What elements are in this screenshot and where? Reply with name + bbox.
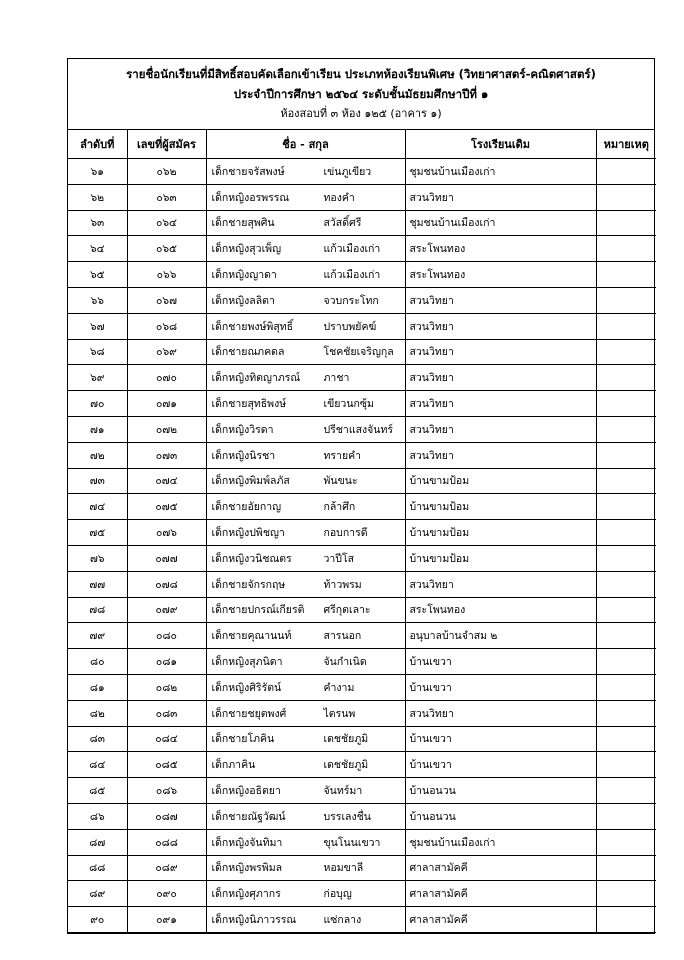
last-name: ทองคำ	[323, 191, 355, 204]
name-cell	[206, 339, 405, 365]
table-header-row	[68, 130, 656, 159]
school-cell: สวนวิทยา	[405, 313, 596, 339]
note-cell	[596, 520, 656, 546]
note-cell	[596, 726, 656, 752]
note-cell	[596, 829, 656, 855]
school-cell: สวนวิทยา	[405, 442, 596, 468]
name-cell	[206, 184, 405, 210]
last-name: เขียวนกซุ้ม	[323, 398, 374, 411]
school-cell: ศาลาสามัคคี	[405, 881, 596, 907]
order-cell: ๖๕	[68, 262, 127, 288]
school-cell: สวนวิทยา	[405, 287, 596, 313]
applicant-no-cell: ๐๖๓	[127, 184, 206, 210]
school-cell: สวนวิทยา	[405, 416, 596, 442]
note-cell	[596, 210, 656, 236]
order-cell: ๖๑	[68, 159, 127, 185]
note-cell	[596, 236, 656, 262]
order-cell: ๗๑	[68, 416, 127, 442]
school-cell: สระโพนทอง	[405, 597, 596, 623]
note-cell	[596, 262, 656, 288]
last-name: แก้วเมืองเก่า	[323, 243, 381, 256]
exam-room-info: ห้องสอบที่ ๓ ห้อง ๑๒๕ (อาคาร ๑)	[280, 107, 442, 120]
last-name: จันกำเนิด	[323, 656, 367, 669]
last-name: ท้าวพรม	[323, 578, 362, 591]
last-name: ปรีชาแสงจันทร์	[323, 423, 394, 436]
first-name: เด็กชายคุณานนท์	[211, 630, 292, 643]
school-cell: สวนวิทยา	[405, 571, 596, 597]
note-cell	[596, 545, 656, 571]
first-name: เด็กหญิงปพิชญา	[211, 527, 285, 540]
first-name: เด็กหญิงจันทิมา	[211, 836, 283, 849]
last-name: วาปีโส	[323, 552, 355, 565]
order-cell: ๘๔	[68, 752, 127, 778]
name-cell	[206, 287, 405, 313]
school-cell: อนุบาลบ้านจำสม ๒	[405, 623, 596, 649]
last-name: คำงาม	[323, 681, 355, 694]
order-cell: ๖๙	[68, 365, 127, 391]
name-cell	[206, 468, 405, 494]
first-name: เด็กหญิงทิตญาภรณ์	[211, 372, 301, 385]
order-cell: ๗๗	[68, 571, 127, 597]
note-cell	[596, 184, 656, 210]
name-cell	[206, 159, 405, 185]
table-row	[68, 571, 656, 597]
applicant-no-cell: ๐๘๔	[127, 726, 206, 752]
first-name: เด็กหญิงอรพรรณ	[211, 191, 290, 204]
first-name: เด็กหญิงวนิชณตร	[211, 552, 292, 565]
first-name: เด็กหญิงอธิตยา	[211, 785, 281, 798]
table-row	[68, 236, 656, 262]
name-cell	[206, 545, 405, 571]
last-name: โชคชัยเจริญกุล	[323, 346, 394, 359]
applicant-no-cell: ๐๖๗	[127, 287, 206, 313]
order-cell: ๙๐	[68, 907, 127, 933]
applicant-no-cell: ๐๙๐	[127, 881, 206, 907]
table-row	[68, 700, 656, 726]
order-cell: ๖๗	[68, 313, 127, 339]
order-cell: ๗๓	[68, 468, 127, 494]
table-row	[68, 597, 656, 623]
last-name: ทรายคำ	[323, 449, 362, 462]
note-cell	[596, 803, 656, 829]
table-row	[68, 287, 656, 313]
table-row	[68, 726, 656, 752]
table-row	[68, 623, 656, 649]
name-cell	[206, 391, 405, 417]
first-name: เด็กหญิงพิมพ์ลภัส	[211, 475, 290, 488]
note-cell	[596, 907, 656, 933]
name-cell	[206, 649, 405, 675]
name-cell	[206, 829, 405, 855]
applicant-no-cell: ๐๗๘	[127, 571, 206, 597]
note-cell	[596, 339, 656, 365]
school-cell: สระโพนทอง	[405, 236, 596, 262]
school-cell: ศาลาสามัคคี	[405, 907, 596, 933]
school-cell: บ้านเขวา	[405, 674, 596, 700]
note-cell	[596, 416, 656, 442]
last-name: กล้าศึก	[323, 501, 356, 514]
name-cell	[206, 442, 405, 468]
name-cell	[206, 262, 405, 288]
first-name: เด็กชายชยุตพงศ์	[211, 707, 287, 720]
name-cell	[206, 313, 405, 339]
order-cell: ๘๓	[68, 726, 127, 752]
note-cell	[596, 597, 656, 623]
order-cell: ๘๒	[68, 700, 127, 726]
applicant-no-cell: ๐๗๕	[127, 494, 206, 520]
name-cell	[206, 494, 405, 520]
document-subtitle: ประจำปีการศึกษา ๒๕๖๔ ระดับชั้นมัธยมศึกษาปีที่ ๑	[233, 87, 489, 101]
applicant-no-cell: ๐๘๗	[127, 803, 206, 829]
column-header-note: หมายเหตุ	[596, 130, 656, 159]
applicant-no-cell: ๐๖๒	[127, 159, 206, 185]
last-name: เดชชัยภูมิ	[323, 733, 369, 746]
last-name: สวัสดิ์ศรี	[323, 217, 362, 230]
note-cell	[596, 778, 656, 804]
order-cell: ๘๗	[68, 829, 127, 855]
school-cell: บ้านขามป้อม	[405, 520, 596, 546]
document-header	[68, 59, 654, 130]
applicant-no-cell: ๐๘๕	[127, 752, 206, 778]
applicant-no-cell: ๐๖๔	[127, 210, 206, 236]
order-cell: ๘๐	[68, 649, 127, 675]
table-row	[68, 674, 656, 700]
school-cell: บ้านเขวา	[405, 649, 596, 675]
first-name: เด็กหญิงนิรชา	[211, 449, 276, 462]
order-cell: ๗๘	[68, 597, 127, 623]
name-cell	[206, 520, 405, 546]
order-cell: ๖๖	[68, 287, 127, 313]
first-name: เด็กชายโภคิน	[211, 733, 275, 746]
table-row	[68, 159, 656, 185]
school-cell: ชุมชนบ้านเมืองเก่า	[405, 829, 596, 855]
last-name: กอบการดี	[323, 527, 368, 540]
first-name: เด็กหญิงวิรดา	[211, 423, 274, 436]
table-row	[68, 391, 656, 417]
applicant-no-cell: ๐๖๖	[127, 262, 206, 288]
table-row	[68, 907, 656, 933]
name-cell	[206, 855, 405, 881]
table-row	[68, 494, 656, 520]
applicant-no-cell: ๐๘๒	[127, 674, 206, 700]
document-sheet	[67, 58, 655, 934]
table-row	[68, 442, 656, 468]
table-row	[68, 262, 656, 288]
applicant-no-cell: ๐๖๕	[127, 236, 206, 262]
order-cell: ๗๖	[68, 545, 127, 571]
name-cell	[206, 365, 405, 391]
school-cell: สวนวิทยา	[405, 391, 596, 417]
note-cell	[596, 649, 656, 675]
last-name: เดชชัยภูมิ	[323, 759, 369, 772]
school-cell: สวนวิทยา	[405, 184, 596, 210]
school-cell: บ้านเขวา	[405, 726, 596, 752]
first-name: เด็กชายณภคดล	[211, 346, 285, 359]
column-header-order: ลำดับที่	[68, 130, 127, 159]
applicant-no-cell: ๐๗๔	[127, 468, 206, 494]
last-name: แก้วเมืองเก่า	[323, 269, 381, 282]
first-name: เด็กหญิงศิริรัตน์	[211, 681, 282, 694]
note-cell	[596, 855, 656, 881]
name-cell	[206, 778, 405, 804]
note-cell	[596, 365, 656, 391]
name-cell	[206, 571, 405, 597]
first-name: เด็กหญิงศุภากร	[211, 888, 281, 901]
note-cell	[596, 700, 656, 726]
last-name: ภาชา	[323, 372, 350, 385]
name-cell	[206, 236, 405, 262]
order-cell: ๘๖	[68, 803, 127, 829]
last-name: พันขนะ	[323, 475, 358, 488]
name-cell	[206, 416, 405, 442]
table-row	[68, 184, 656, 210]
first-name: เด็กหญิงลลิตา	[211, 294, 275, 307]
column-header-name: ชื่อ - สกุล	[206, 130, 405, 159]
name-cell	[206, 623, 405, 649]
applicant-no-cell: ๐๘๘	[127, 829, 206, 855]
note-cell	[596, 287, 656, 313]
order-cell: ๘๕	[68, 778, 127, 804]
note-cell	[596, 159, 656, 185]
first-name: เด็กชายสุทธิพงษ์	[211, 398, 287, 411]
school-cell: สวนวิทยา	[405, 365, 596, 391]
first-name: เด็กหญิงญาดา	[211, 269, 277, 282]
first-name: เด็กชายณัฐวัฒน์	[211, 810, 286, 823]
table-row	[68, 778, 656, 804]
table-row	[68, 545, 656, 571]
applicant-no-cell: ๐๗๗	[127, 545, 206, 571]
applicant-no-cell: ๐๗๐	[127, 365, 206, 391]
order-cell: ๗๐	[68, 391, 127, 417]
first-name: เด็กหญิงสุภนิดา	[211, 656, 283, 669]
applicant-no-cell: ๐๗๙	[127, 597, 206, 623]
first-name: เด็กชายพงษ์พิสุทธิ์	[211, 320, 294, 333]
order-cell: ๖๔	[68, 236, 127, 262]
order-cell: ๗๙	[68, 623, 127, 649]
table-row	[68, 803, 656, 829]
last-name: ก่อบุญ	[323, 888, 352, 901]
first-name: เด็กหญิงสุวเพ็ญ	[211, 243, 282, 256]
last-name: เข่นภูเขียว	[323, 165, 372, 178]
table-body	[68, 159, 656, 933]
first-name: เด็กหญิงนิภาวรรณ	[211, 914, 297, 926]
name-cell	[206, 881, 405, 907]
name-cell	[206, 597, 405, 623]
table-row	[68, 468, 656, 494]
student-table	[68, 130, 656, 933]
order-cell: ๗๔	[68, 494, 127, 520]
applicant-no-cell: ๐๙๑	[127, 907, 206, 933]
last-name: ขุนโนนเขวา	[323, 836, 381, 849]
name-cell	[206, 803, 405, 829]
note-cell	[596, 468, 656, 494]
note-cell	[596, 881, 656, 907]
table-row	[68, 313, 656, 339]
order-cell: ๘๙	[68, 881, 127, 907]
school-cell: สวนวิทยา	[405, 700, 596, 726]
name-cell	[206, 700, 405, 726]
applicant-no-cell: ๐๘๑	[127, 649, 206, 675]
school-cell: บ้านขามป้อม	[405, 494, 596, 520]
table-row	[68, 339, 656, 365]
column-header-applicant-no: เลขที่ผู้สมัคร	[127, 130, 206, 159]
table-row	[68, 520, 656, 546]
order-cell: ๖๒	[68, 184, 127, 210]
note-cell	[596, 494, 656, 520]
order-cell: ๘๑	[68, 674, 127, 700]
column-header-school: โรงเรียนเดิม	[405, 130, 596, 159]
applicant-no-cell: ๐๘๐	[127, 623, 206, 649]
applicant-no-cell: ๐๘๙	[127, 855, 206, 881]
applicant-no-cell: ๐๗๒	[127, 416, 206, 442]
school-cell: ชุมชนบ้านเมืองเก่า	[405, 210, 596, 236]
school-cell: ชุมชนบ้านเมืองเก่า	[405, 159, 596, 185]
note-cell	[596, 623, 656, 649]
last-name: จันทร์มา	[323, 785, 363, 798]
last-name: ปราบพยัคฆ์	[323, 320, 377, 333]
order-cell: ๖๘	[68, 339, 127, 365]
note-cell	[596, 391, 656, 417]
table-row	[68, 881, 656, 907]
table-row	[68, 855, 656, 881]
school-cell: สระโพนทอง	[405, 262, 596, 288]
order-cell: ๗๕	[68, 520, 127, 546]
name-cell	[206, 752, 405, 778]
school-cell: ศาลาสามัคคี	[405, 855, 596, 881]
first-name: เด็กภาคิน	[211, 759, 256, 772]
table-row	[68, 829, 656, 855]
order-cell: ๗๒	[68, 442, 127, 468]
school-cell: บ้านเขวา	[405, 752, 596, 778]
applicant-no-cell: ๐๗๓	[127, 442, 206, 468]
name-cell	[206, 674, 405, 700]
first-name: เด็กชายจักรกฤษ	[211, 578, 286, 591]
school-cell: บ้านขามป้อม	[405, 545, 596, 571]
table-row	[68, 210, 656, 236]
last-name: ศรีกุตเลาะ	[323, 604, 371, 617]
last-name: จวบกระโทก	[323, 294, 379, 307]
first-name: เด็กชายอัยกาญ	[211, 501, 282, 514]
note-cell	[596, 313, 656, 339]
applicant-no-cell: ๐๖๙	[127, 339, 206, 365]
last-name: สารนอก	[323, 630, 362, 643]
table-row	[68, 752, 656, 778]
first-name: เด็กชายจรัสพงษ์	[211, 165, 285, 178]
last-name: ไตรนพ	[323, 707, 356, 720]
order-cell: ๖๓	[68, 210, 127, 236]
table-row	[68, 416, 656, 442]
school-cell: บ้านอนวน	[405, 803, 596, 829]
name-cell	[206, 210, 405, 236]
applicant-no-cell: ๐๗๖	[127, 520, 206, 546]
note-cell	[596, 442, 656, 468]
name-cell	[206, 726, 405, 752]
note-cell	[596, 752, 656, 778]
note-cell	[596, 571, 656, 597]
first-name: เด็กชายสุพศิน	[211, 217, 275, 230]
table-row	[68, 649, 656, 675]
applicant-no-cell: ๐๖๘	[127, 313, 206, 339]
applicant-no-cell: ๐๗๑	[127, 391, 206, 417]
school-cell: บ้านขามป้อม	[405, 468, 596, 494]
first-name: เด็กหญิงพรพิมล	[211, 862, 283, 875]
name-cell	[206, 907, 405, 933]
document-title: รายชื่อนักเรียนที่มีสิทธิ์สอบคัดเลือกเข้าเรียน ประเภทห้องเรียนพิเศษ (วิทยาศาสตร์-คณิตศาสตร์)	[126, 67, 596, 81]
last-name: แซ่กลาง	[323, 914, 362, 926]
table-row	[68, 365, 656, 391]
applicant-no-cell: ๐๘๓	[127, 700, 206, 726]
last-name: หอมขาลี	[323, 862, 364, 875]
first-name: เด็กชายปกรณ์เกียรติ	[211, 604, 305, 617]
applicant-no-cell: ๐๘๖	[127, 778, 206, 804]
school-cell: บ้านอนวน	[405, 778, 596, 804]
order-cell: ๘๘	[68, 855, 127, 881]
last-name: บรรเลงชื่น	[323, 810, 371, 823]
note-cell	[596, 674, 656, 700]
school-cell: สวนวิทยา	[405, 339, 596, 365]
